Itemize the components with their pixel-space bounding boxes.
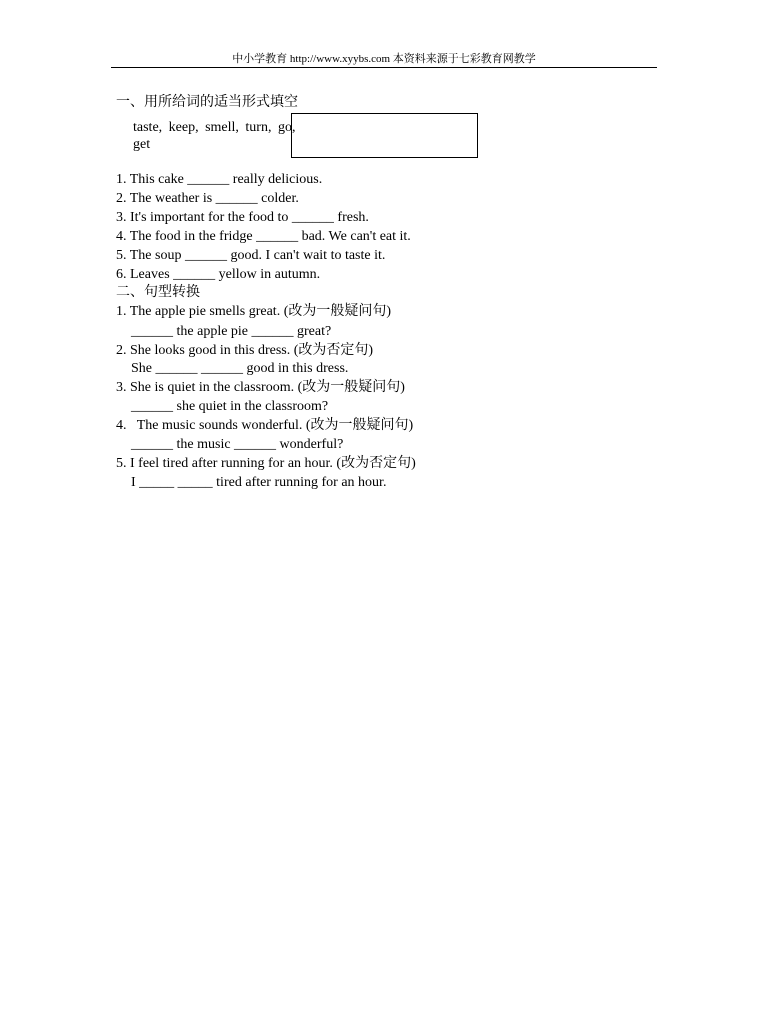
fill-item-6: 6. Leaves ______ yellow in autumn. (116, 267, 321, 282)
section-2-title: 二、句型转换 (116, 285, 200, 300)
fill-item-2: 2. The weather is ______ colder. (116, 191, 299, 206)
word-bank: taste, keep, smell, turn, go, get (133, 120, 296, 152)
transform-answer-2: She ______ ______ good in this dress. (131, 361, 349, 376)
transform-answer-1: ______ the apple pie ______ great? (131, 324, 332, 339)
page-header (111, 52, 657, 68)
transform-answer-4: ______ the music ______ wonderful? (131, 437, 344, 452)
fill-item-1: 1. This cake ______ really delicious. (116, 172, 323, 187)
transform-question-2: 2. She looks good in this dress. (改为否定句) (116, 343, 374, 358)
transform-question-4: 4. The music sounds wonderful. (改为一般疑问句) (116, 418, 414, 433)
header-text: 中小学教育 http://www.xyybs.com 本资料来源于七彩教育网教学 (232, 53, 536, 65)
transform-answer-3: ______ she quiet in the classroom? (131, 399, 329, 414)
transform-question-1: 1. The apple pie smells great. (改为一般疑问句) (116, 304, 392, 319)
transform-question-3: 3. She is quiet in the classroom. (改为一般疑问句) (116, 380, 405, 395)
fill-item-4: 4. The food in the fridge ______ bad. We can't eat it. (116, 229, 411, 244)
transform-question-5: 5. I feel tired after running for an hour. (改为否定句) (116, 456, 416, 471)
section-1-title: 一、用所给词的适当形式填空 (116, 95, 298, 110)
fill-item-5: 5. The soup ______ good. I can't wait to taste it. (116, 248, 386, 263)
fill-item-3: 3. It's important for the food to ______ fresh. (116, 210, 369, 225)
word-bank-box (291, 113, 478, 158)
transform-answer-5: I _____ _____ tired after running for an hour. (131, 475, 387, 490)
